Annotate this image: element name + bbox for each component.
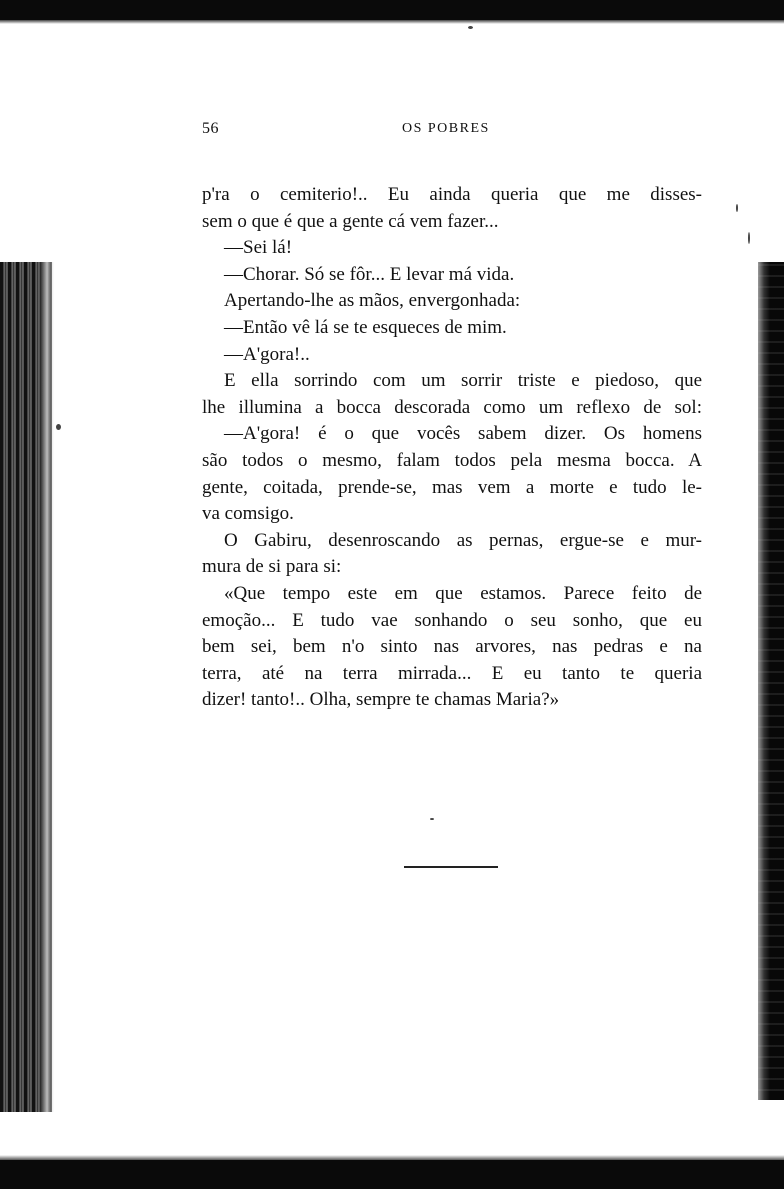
text-line: —A'gora!.. bbox=[224, 343, 310, 365]
text-line: são todos o mesmo, falam todos pela mesma bocca. A bbox=[202, 449, 702, 471]
text-line: emoção... E tudo vae sonhando o seu sonho, que eu bbox=[202, 609, 702, 631]
text-line: «Que tempo este em que estamos. Parece feito de bbox=[224, 582, 702, 604]
scan-speck bbox=[468, 26, 473, 29]
text-line: E ella sorrindo com um sorrir triste e piedoso, que bbox=[224, 370, 702, 392]
scan-border-bottom bbox=[0, 1160, 784, 1189]
scan-speck bbox=[748, 232, 750, 244]
text-line: mura de si para si: bbox=[202, 556, 342, 578]
scan-speck bbox=[56, 424, 61, 430]
text-line: p'ra o cemiterio!.. Eu ainda queria que me disses- bbox=[202, 184, 702, 205]
running-head: OS POBRES bbox=[402, 121, 490, 136]
scan-speck bbox=[736, 204, 738, 212]
text-line: lhe illumina a bocca descorada como um reflexo de sol: bbox=[202, 396, 702, 418]
text-line: —A'gora! é o que vocês sabem dizer. Os homens bbox=[224, 423, 702, 445]
text-line: sem o que é que a gente cá vem fazer... bbox=[202, 210, 499, 232]
text-line: —Sei lá! bbox=[224, 237, 293, 259]
text-block bbox=[202, 182, 702, 714]
scan-speck bbox=[430, 818, 434, 820]
text-line: bem sei, bem n'o sinto nas arvores, nas pedras e na bbox=[202, 636, 702, 658]
scan-edge-left bbox=[0, 262, 52, 1112]
text-line: dizer! tanto!.. Olha, sempre te chamas Maria?» bbox=[202, 689, 560, 711]
scan-edge-right bbox=[758, 262, 784, 1100]
text-line: gente, coitada, prende-se, mas vem a morte e tudo le- bbox=[202, 476, 702, 498]
text-line: terra, até na terra mirrada... E eu tanto te queria bbox=[202, 662, 702, 684]
page-number: 56 bbox=[202, 120, 219, 137]
page-header bbox=[202, 120, 702, 144]
text-line: va comsigo. bbox=[202, 503, 294, 525]
text-line: —Então vê lá se te esqueces de mim. bbox=[224, 316, 507, 338]
end-rule bbox=[404, 866, 498, 868]
text-line: Apertando-lhe as mãos, envergonhada: bbox=[224, 290, 521, 312]
text-line: O Gabiru, desenroscando as pernas, ergue-se e mur- bbox=[224, 529, 702, 551]
text-line: —Chorar. Só se fôr... E levar má vida. bbox=[224, 263, 515, 285]
scan-border-top bbox=[0, 0, 784, 20]
